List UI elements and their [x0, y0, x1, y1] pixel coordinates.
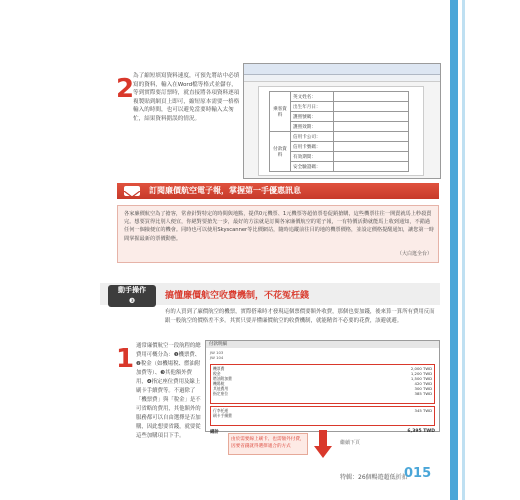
continue-label: 繼續下頁 — [340, 440, 361, 446]
tag-label: 動手操作 — [118, 286, 146, 294]
fee-label: 機票費 — [213, 366, 225, 371]
step-number-1: 1 — [116, 344, 135, 374]
fee-label: 其他費用 — [213, 386, 229, 391]
fee-label: 稅金 — [213, 371, 221, 376]
word-screenshot — [243, 63, 441, 179]
step1-text: 通常廉價航空一段航程的總費用可概分為：❶機票費、❷稅金（如機場稅、燃油附加費等）、❸其他額外費用，❹指定座位費用及線上刷卡手續費等。不過除了「機票費」與「稅金」是不可省略的費用，其他額外的服務都可以自由選擇是否加購，因此想要省錢，就要從這些加購項目下手。 — [136, 343, 201, 439]
page-number: 015 — [404, 466, 432, 481]
fee-label: 燃油附加費 — [213, 376, 232, 381]
page-edge-stripe-light — [462, 0, 465, 500]
fee-amount: 420 TWD — [414, 381, 432, 386]
tag-number: ❸ — [128, 297, 136, 305]
form-row: 英文姓名： — [291, 92, 334, 102]
tip-note-text: 各家廉價航空為了搶客，常會針對特定的時間與地點，提供0元機票、1元機票等超值票卷促銷搶購，這些機票往往一開賣就馬上秒殺賣完。想要買得比別人便宜，你絕對要搶先一步，最好的方法就是訂閱各家廉價航空的電子報，一有特價活動就能馬上收到通知，不錯過任何一個撿便宜的機會。同時也可以使用Skyscanner等比價網站，隨時追蹤前往目的地的機票價格，並設定價格提醒通知，讓您第一時間掌握最新的票價動態。 — [124, 211, 434, 242]
arrow-down-icon — [314, 430, 332, 462]
form-row: 護照號碼： — [291, 112, 334, 122]
fee-amount: 300 TWD — [414, 386, 432, 391]
callout-box: 由於需要線上刷卡、也需額外付費，因要省錢就得選擇適合的方式 — [228, 433, 308, 455]
receipt-header: 付款明細 — [206, 341, 439, 348]
fee-label: 行李托運 — [213, 408, 229, 413]
fee-amount: 2,000 TWD — [410, 366, 432, 371]
flight-row: JW 104 — [210, 355, 224, 360]
fee-amount: 345 TWD — [414, 408, 432, 413]
group-passenger: 乘客資料 — [270, 92, 291, 132]
fee-amount: 1,200 TWD — [410, 371, 432, 376]
fee-amount: 1,500 TWD — [410, 376, 432, 381]
envelope-icon — [124, 186, 140, 196]
step2-text: 為了縮短填寫資料速度，可預先將站中必填寫的資料，輸入在Word檔等格式並儲存，等到實際要訂票時，就直接將各項資料逐項複製貼到網頁上即可，縮短原本需要一格格輸入的時間，也可以避免當要時輸入太匆忙，結果資料錯誤的情況。 — [133, 73, 240, 122]
banner-title: 訂閱廉價航空電子報，掌握第一手優惠訊息 — [149, 186, 301, 195]
tip-note-source: （大白逛全台） — [396, 251, 432, 258]
flight-row: JW 103 — [210, 350, 224, 355]
section-intro: 有的人買到了廉價航空的機票，實際搭乘時才發現這個票價要額外收費，那個也要加錢，後來算一算所有費用反而跟一般航空的價格差不多。其實只要弄懂廉價航空的收費機制，就能精省不必要的花費，該避就避。 — [165, 309, 435, 324]
fee-label: 指定座位 — [213, 391, 229, 396]
section-title: 搞懂廉價航空收費機制，不花冤枉錢 — [165, 291, 310, 301]
form-row: 安全驗證碼： — [291, 162, 334, 172]
fee-amount: 385 TWD — [414, 391, 432, 396]
form-row: 信用卡號碼： — [291, 142, 334, 152]
extra-fee-box — [210, 406, 435, 426]
document-page — [258, 86, 424, 176]
footer-text: 特輯：26個暢遊超低折扣 — [340, 474, 408, 481]
info-form-table — [269, 91, 409, 172]
total-amount: 6,395 TWD — [407, 429, 435, 434]
tip-banner — [117, 183, 439, 199]
group-payment: 付款資料 — [270, 132, 291, 172]
payment-screenshot — [205, 340, 440, 435]
form-row: 護照效期： — [291, 122, 334, 132]
form-row: 有效期間： — [291, 152, 334, 162]
fee-label: 機場稅 — [213, 381, 225, 386]
page-edge-stripe — [450, 0, 458, 500]
tip-note-box — [117, 205, 439, 263]
ribbon — [244, 64, 440, 75]
form-row: 出生年月日： — [291, 102, 334, 112]
fee-breakdown-box — [210, 364, 435, 404]
total-label: 總計 — [210, 430, 219, 435]
fee-label: 刷卡手續費 — [213, 413, 232, 418]
hands-on-tag — [108, 285, 156, 307]
ruler — [244, 75, 440, 82]
form-row: 信用卡公司： — [291, 132, 334, 142]
step-number-2: 2 — [116, 74, 135, 104]
